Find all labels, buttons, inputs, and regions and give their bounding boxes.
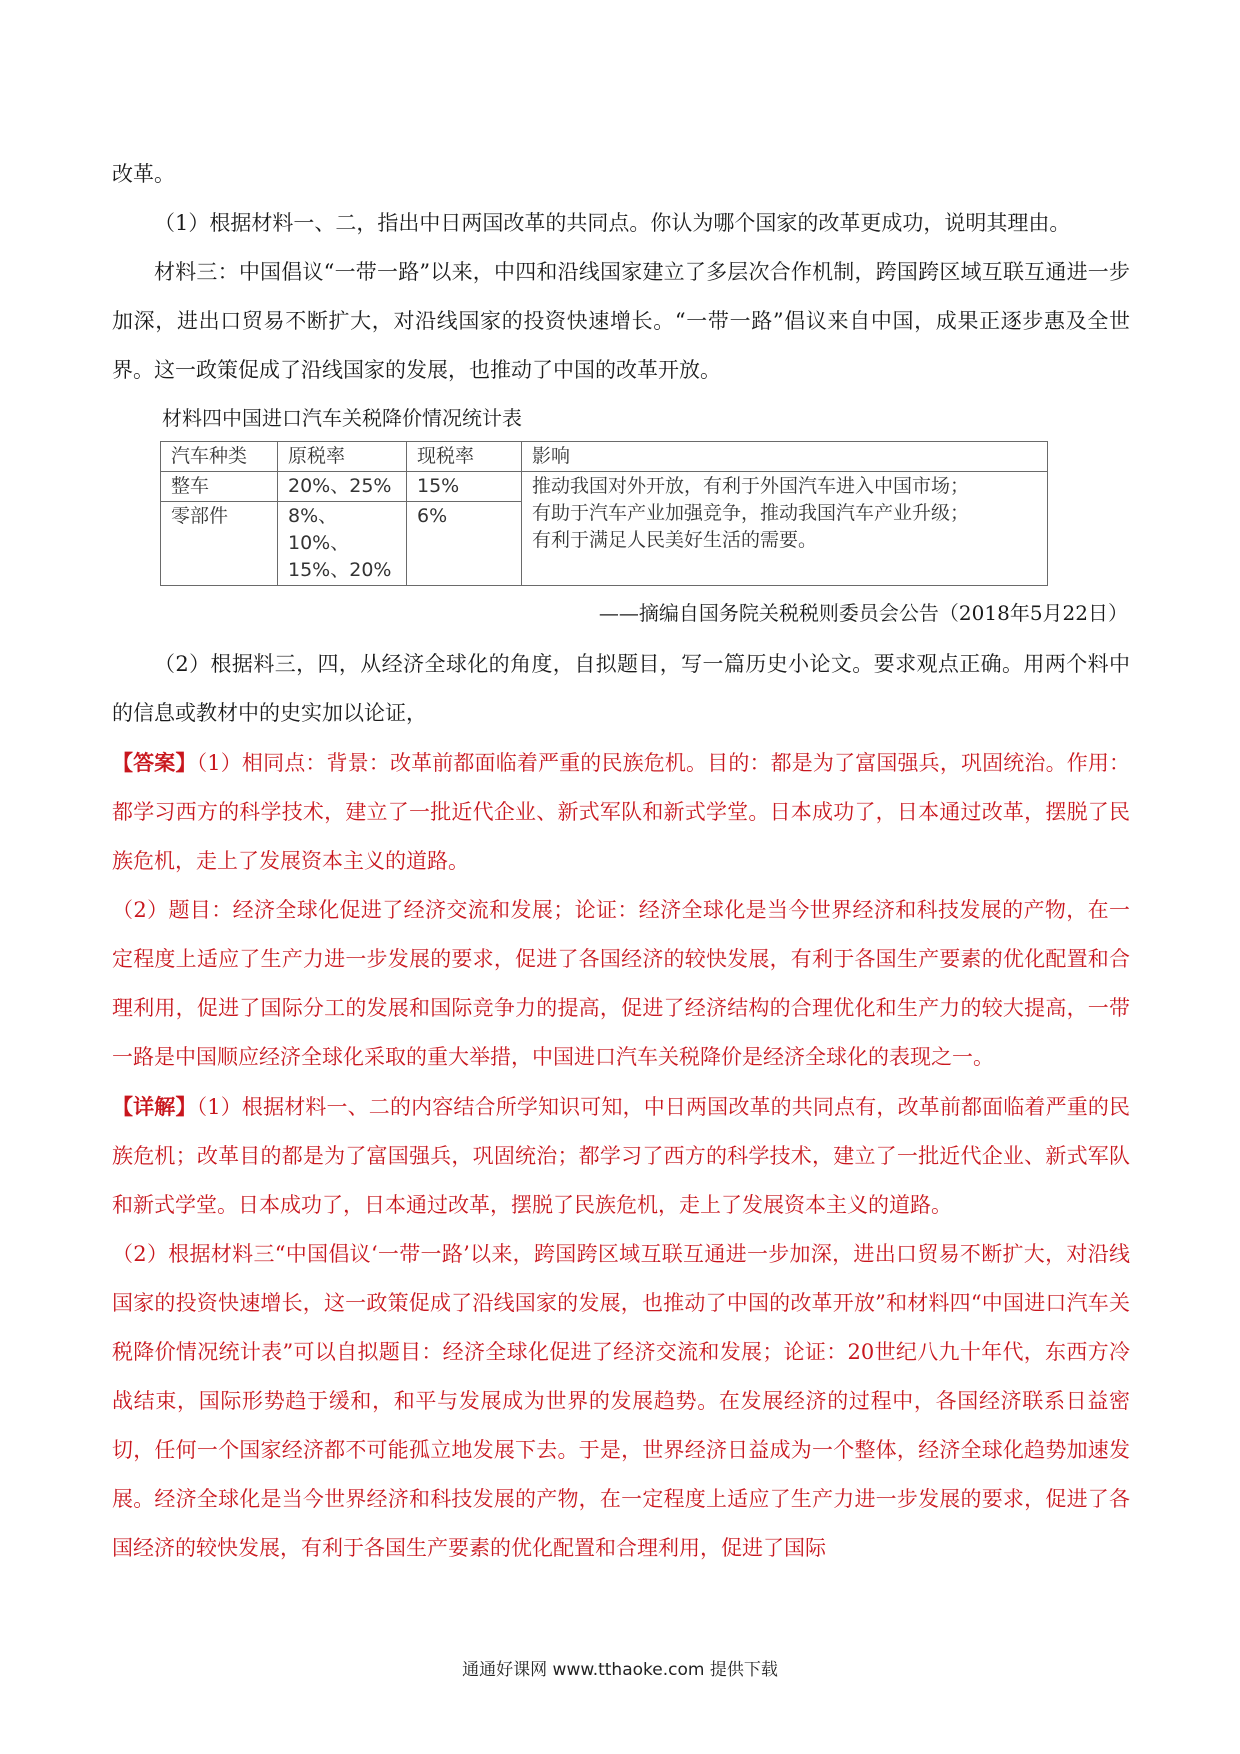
header-old-rate: 原税率: [278, 442, 407, 472]
header-impact: 影响: [522, 442, 1048, 472]
question-2: （2）根据料三，四，从经济全球化的角度，自拟题目，写一篇历史小论文。要求观点正确。用两个料中的信息或教材中的史实加以论证，: [112, 652, 1130, 725]
cell-type: 整车: [161, 472, 278, 502]
continued-line: 改革。: [112, 162, 175, 186]
table-caption: 材料四中国进口汽车关税降价情况统计表: [162, 406, 522, 430]
page-footer: 通通好课网 www.tthaoke.com 提供下载: [462, 1660, 778, 1680]
tariff-table: [160, 441, 1048, 586]
answer-part-2: （2）题目：经济全球化促进了经济交流和发展；论证：经济全球化是当今世界经济和科技发展的产物，在一定程度上适应了生产力进一步发展的要求，促进了各国经济的较快发展，有利于各国生产要素的优化配置和合理利用，促进了国际分工的发展和国际竞争力的提高，促进了经济结构的合理优化和生产力的较大提高，一带一路是中国顺应经济全球化采取的重大举措，中国进口汽车关税降价是经济全球化的表现之一。: [112, 898, 1130, 1069]
table-row: [161, 472, 1048, 502]
detail-1-text: （1）根据材料一、二的内容结合所学知识可知，中日两国改革的共同点有，改革前都面临着严重的民族危机；改革目的都是为了富国强兵，巩固统治；都学习了西方的科学技术，建立了一批近代企业、新式军队和新式学堂。日本成功了，日本通过改革，摆脱了民族危机，走上了发展资本主义的道路。: [112, 1095, 1131, 1217]
cell-new-rate: 15%: [407, 472, 522, 502]
cell-type: 零部件: [161, 502, 278, 586]
cell-impact: [522, 472, 1048, 586]
answer-tag: 【答案】: [112, 750, 197, 775]
impact-line: 有助于汽车产业加强竞争，推动我国汽车产业升级；: [532, 502, 970, 524]
impact-line: 有利于满足人民美好生活的需要。: [532, 529, 818, 551]
document-body: [112, 150, 1130, 1573]
cell-old-rate: 20%、25%: [278, 472, 407, 502]
cell-old-rate: 8%、10%、15%、20%: [278, 502, 407, 586]
question-1: （1）根据材料一、二，指出中日两国改革的共同点。你认为哪个国家的改革更成功，说明其理由。: [154, 211, 1071, 235]
impact-line: 推动我国对外开放，有利于外国汽车进入中国市场；: [532, 475, 970, 497]
material-3: 材料三：中国倡议“一带一路”以来，中四和沿线国家建立了多层次合作机制，跨国跨区域互联互通进一步加深，进出口贸易不断扩大，对沿线国家的投资快速增长。“一带一路”倡议来自中国，成果正逐步惠及全世界。这一政策促成了沿线国家的发展，也推动了中国的改革开放。: [112, 260, 1130, 382]
detail-part-1: [112, 1082, 1130, 1230]
header-new-rate: 现税率: [407, 442, 522, 472]
header-car-type: 汽车种类: [161, 442, 278, 472]
detail-tag: 【详解】: [112, 1094, 197, 1119]
answer-part-1: [112, 738, 1130, 886]
detail-part-2: （2）根据材料三“中国倡议‘一带一路’以来，跨国跨区域互联互通进一步加深，进出口贸易不断扩大，对沿线国家的投资快速增长，这一政策促成了沿线国家的发展，也推动了中国的改革开放”和材料四“中国进口汽车关税降价情况统计表”可以自拟题目：经济全球化促进了经济交流和发展；论证：20世纪八九十年代，东西方冷战结束，国际形势趋于缓和，和平与发展成为世界的发展趋势。在发展经济的过程中，各国经济联系日益密切，任何一个国家经济都不可能孤立地发展下去。于是，世界经济日益成为一个整体，经济全球化趋势加速发展。经济全球化是当今世界经济和科技发展的产物，在一定程度上适应了生产力进一步发展的要求，促进了各国经济的较快发展，有利于各国生产要素的优化配置和合理利用，促进了国际: [112, 1242, 1130, 1560]
answer-1-text: （1）相同点：背景：改革前都面临着严重的民族危机。目的：都是为了富国强兵，巩固统治。作用：都学习西方的科学技术，建立了一批近代企业、新式军队和新式学堂。日本成功了，日本通过改革，摆脱了民族危机，走上了发展资本主义的道路。: [112, 751, 1131, 873]
cell-new-rate: 6%: [407, 502, 522, 586]
table-source: ——摘编自国务院关税税则委员会公告（2018年5月22日）: [598, 601, 1128, 625]
table-header-row: [161, 442, 1048, 472]
